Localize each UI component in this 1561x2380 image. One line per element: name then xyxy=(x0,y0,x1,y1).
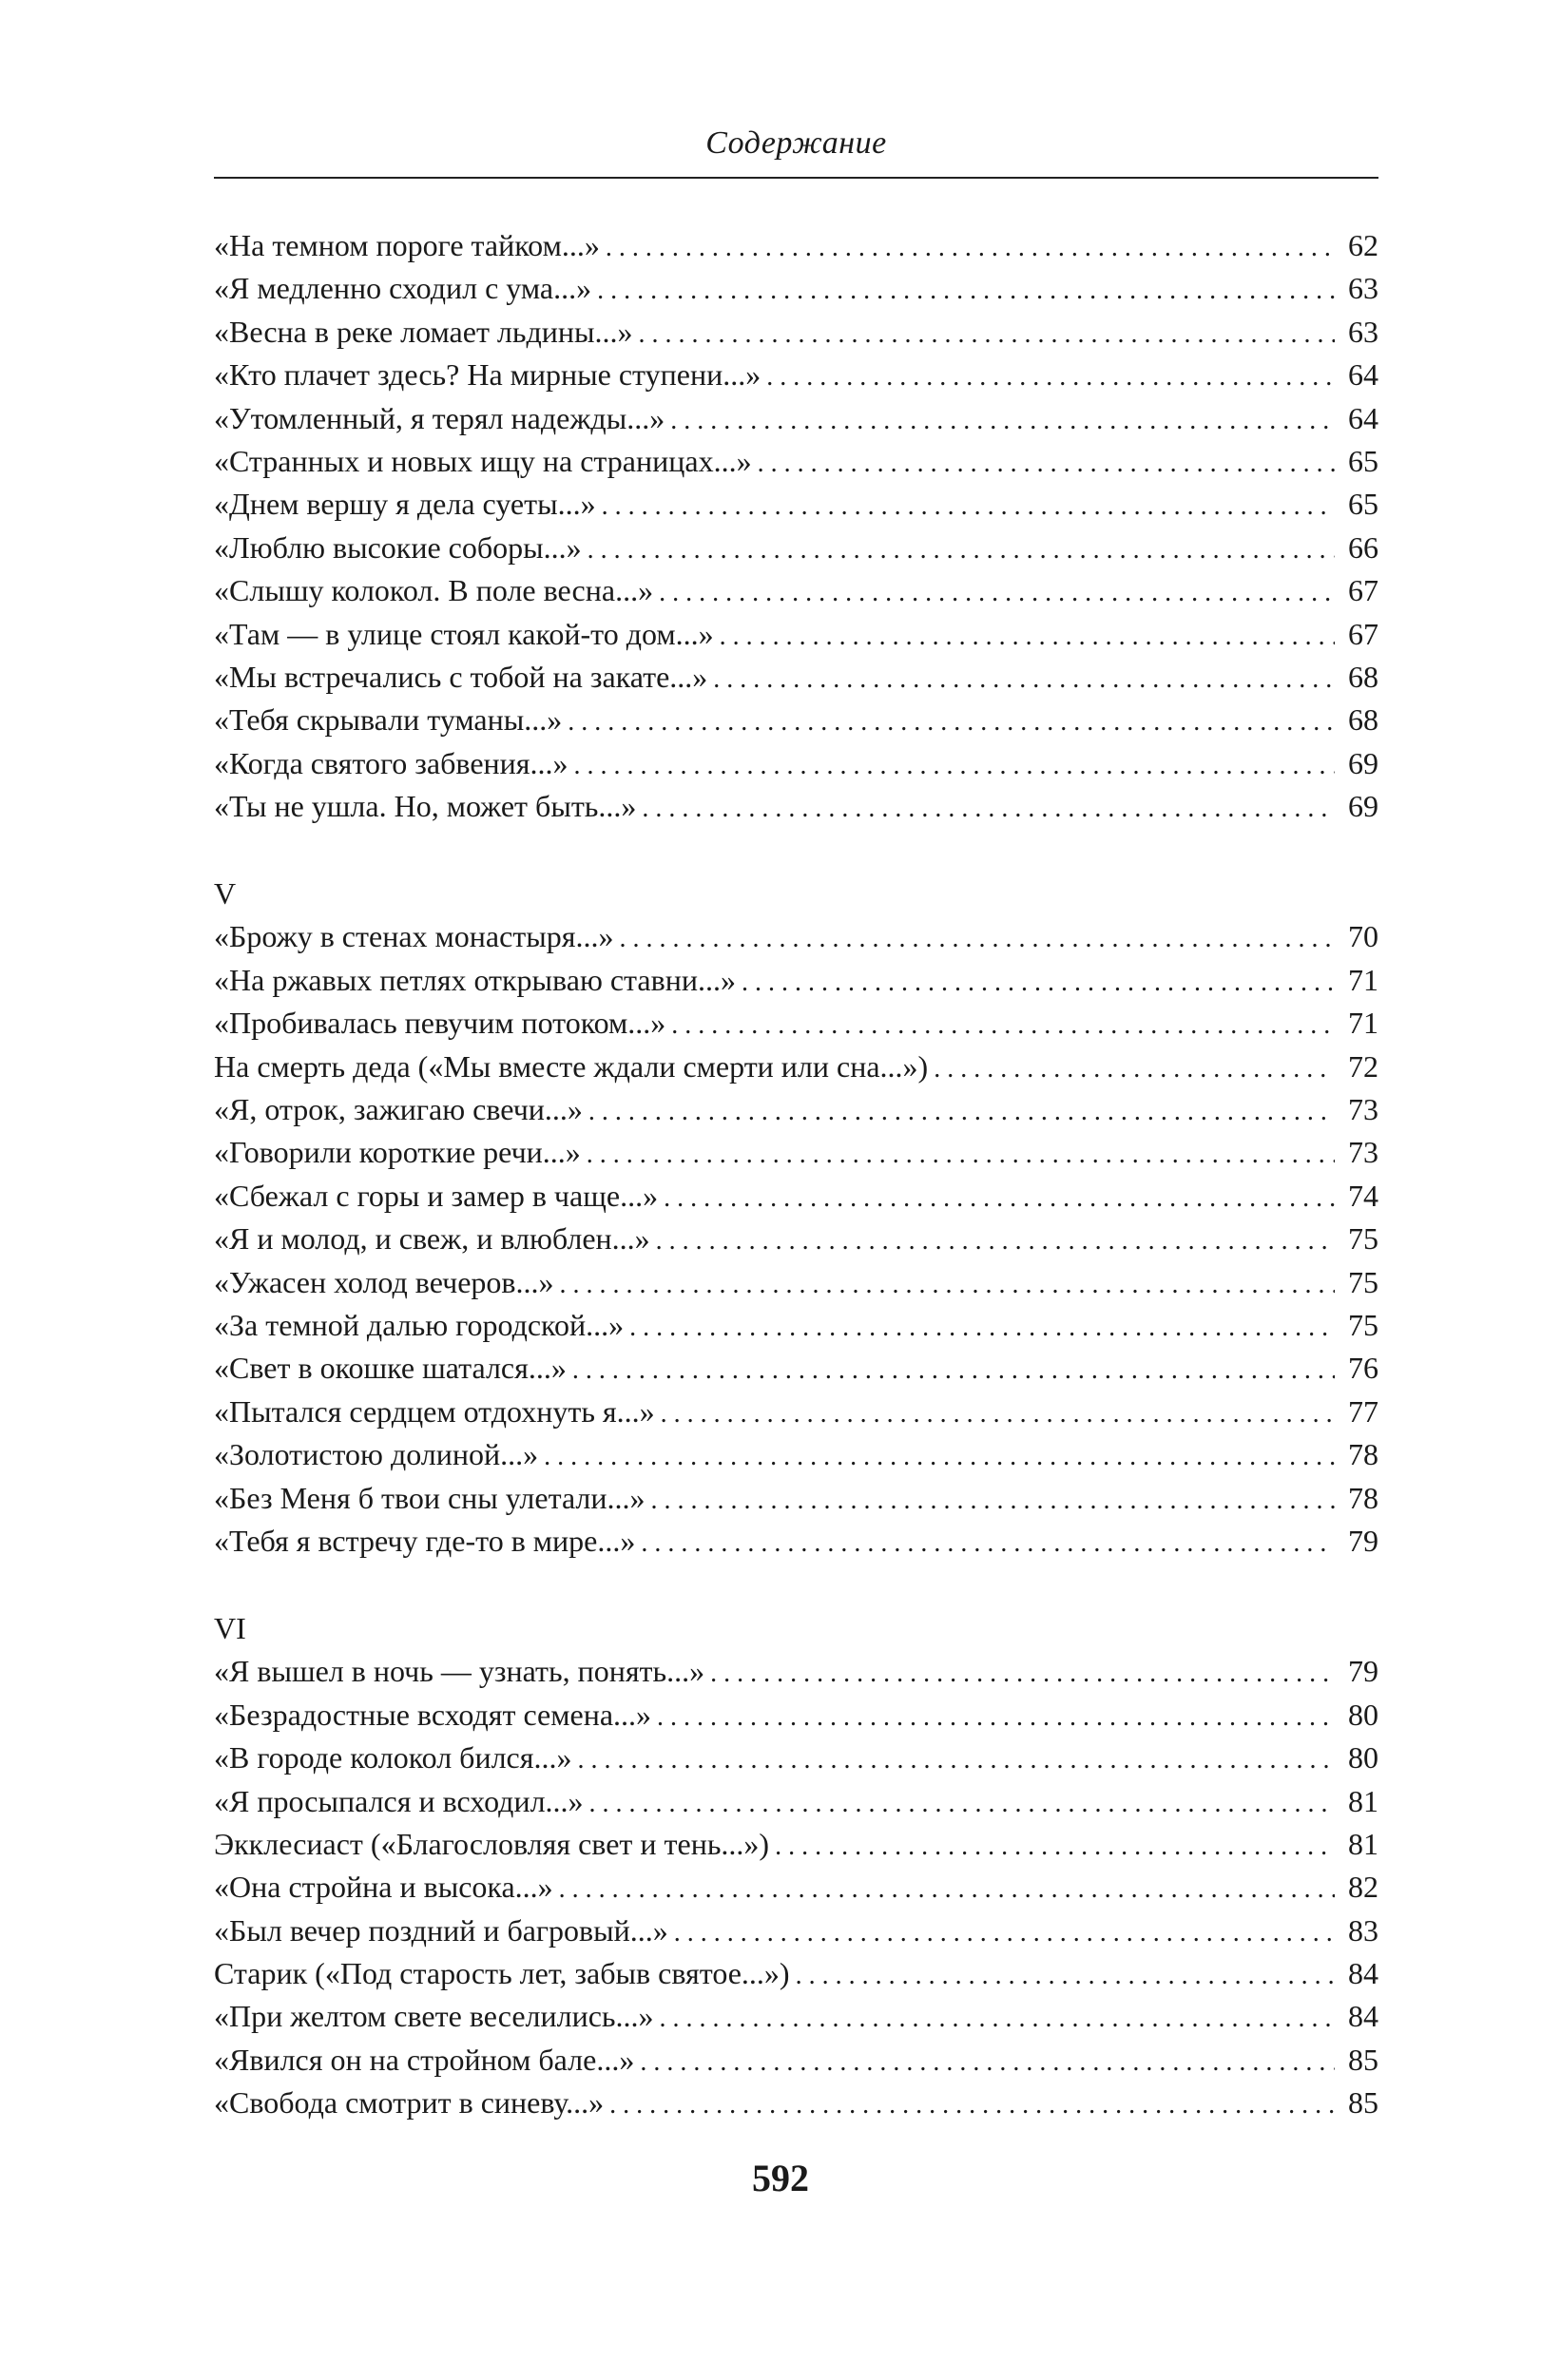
toc-entry xyxy=(214,1175,1378,1218)
toc-entry-page: 68 xyxy=(1348,659,1378,694)
toc-entry-title: «Я и молод, и свеж, и влюблен...» xyxy=(214,1221,650,1257)
section-gap xyxy=(214,1563,1378,1606)
toc-entry-page: 81 xyxy=(1348,1826,1378,1861)
toc-entry-page: 72 xyxy=(1348,1048,1378,1084)
toc-entry-title: «Она стройна и высока...» xyxy=(214,1870,553,1905)
toc-entry-page: 63 xyxy=(1348,271,1378,306)
toc-entry xyxy=(214,527,1378,569)
toc-entry xyxy=(214,1694,1378,1737)
dot-leader xyxy=(641,1520,1335,1564)
toc-entry-title: «За темной далью городской...» xyxy=(214,1307,625,1342)
toc-entry xyxy=(214,1002,1378,1045)
dot-leader xyxy=(629,1304,1335,1349)
dot-leader xyxy=(589,1780,1335,1825)
toc-entry-title: «Весна в реке ломает льдины...» xyxy=(214,314,633,349)
dot-leader xyxy=(796,1952,1335,1997)
toc-entry-title: «Я, отрок, зажигаю свечи...» xyxy=(214,1092,583,1127)
toc-entry-title: «На ржавых петлях открываю ставни...» xyxy=(214,962,736,997)
toc-entry xyxy=(214,1520,1378,1563)
toc-entry-title: «Свобода смотрит в синеву...» xyxy=(214,2085,605,2121)
toc-entry-title: «Когда святого забвения...» xyxy=(214,745,569,780)
dot-leader xyxy=(657,1694,1335,1738)
running-head: Содержание xyxy=(705,125,887,161)
toc-entry-title: «Был вечер поздний и багровый...» xyxy=(214,1912,668,1948)
toc-entry-title: «Золотистою долиной...» xyxy=(214,1437,539,1472)
dot-leader xyxy=(577,1737,1335,1781)
toc-entry-title: «Там — в улице стоял какой-то дом...» xyxy=(214,616,714,651)
toc-entry-title: «При желтом свете веселились...» xyxy=(214,1999,654,2034)
toc-entry xyxy=(214,569,1378,612)
toc-entry-page: 64 xyxy=(1348,400,1378,435)
toc-entry xyxy=(214,785,1378,828)
toc-entry xyxy=(214,1910,1378,1952)
header-rule xyxy=(214,177,1378,179)
toc-entry xyxy=(214,742,1378,785)
dot-leader xyxy=(606,224,1335,269)
toc-entry-page: 73 xyxy=(1348,1135,1378,1170)
toc-entry-title: «Я вышел в ночь — узнать, понять...» xyxy=(214,1654,705,1689)
dot-leader xyxy=(720,613,1335,658)
toc-entry xyxy=(214,354,1378,396)
toc-entry-page: 75 xyxy=(1348,1307,1378,1342)
toc-entry-page: 79 xyxy=(1348,1523,1378,1558)
dot-leader xyxy=(573,742,1335,787)
toc-entry xyxy=(214,267,1378,310)
toc-entry-page: 84 xyxy=(1348,1956,1378,1991)
dot-leader xyxy=(742,959,1335,1004)
toc-entry-title: «Ужасен холод вечеров...» xyxy=(214,1264,554,1299)
dot-leader xyxy=(597,267,1335,312)
toc-entry-page: 71 xyxy=(1348,962,1378,997)
toc-entry-title: «Брожу в стенах монастыря...» xyxy=(214,919,614,954)
toc-entry xyxy=(214,1737,1378,1779)
toc-entry-title: «Пытался сердцем отдохнуть я...» xyxy=(214,1393,655,1429)
toc-entry xyxy=(214,483,1378,526)
toc-entry-title: «Пробивалась певучим потоком...» xyxy=(214,1006,666,1041)
dot-leader xyxy=(544,1433,1335,1478)
toc-entry xyxy=(214,2039,1378,2082)
toc-entry-title: «Кто плачет здесь? На мирные ступени...» xyxy=(214,357,761,393)
dot-leader xyxy=(713,656,1335,701)
toc-entry-title: «Явился он на стройном бале...» xyxy=(214,2042,635,2077)
section-heading: V xyxy=(214,876,237,912)
toc-entry-title: «В городе колокол бился...» xyxy=(214,1740,572,1775)
toc-entry-page: 75 xyxy=(1348,1264,1378,1299)
toc-entry-page: 82 xyxy=(1348,1870,1378,1905)
toc-entry xyxy=(214,959,1378,1002)
toc-entry-page: 71 xyxy=(1348,1006,1378,1041)
dot-leader xyxy=(640,2039,1335,2083)
toc-entry-title: «Ты не ушла. Но, может быть...» xyxy=(214,789,637,824)
dot-leader xyxy=(660,1995,1335,2040)
dot-leader xyxy=(609,2082,1335,2126)
section-heading: VI xyxy=(214,1611,246,1646)
dot-leader xyxy=(671,1002,1335,1046)
dot-leader xyxy=(758,440,1335,485)
toc-entry xyxy=(214,1866,1378,1909)
toc-entry-title: На смерть деда («Мы вместе ждали смерти или сна...») xyxy=(214,1048,929,1084)
toc-entry xyxy=(214,397,1378,440)
toc-entry-page: 78 xyxy=(1348,1437,1378,1472)
toc-entry xyxy=(214,1218,1378,1260)
dot-leader xyxy=(642,785,1335,830)
toc-entry-title: «Тебя я встречу где-то в мире...» xyxy=(214,1523,636,1558)
toc-entry-title: «Слышу колокол. В поле весна...» xyxy=(214,573,654,608)
toc-entry xyxy=(214,1823,1378,1866)
dot-leader xyxy=(568,699,1335,743)
toc-entry xyxy=(214,1650,1378,1693)
toc-entry xyxy=(214,1261,1378,1304)
toc-entry xyxy=(214,440,1378,483)
toc-entry xyxy=(214,656,1378,699)
toc-entry xyxy=(214,1780,1378,1823)
toc-entry-page: 80 xyxy=(1348,1697,1378,1732)
toc-entry-title: «Без Меня б твои сны улетали...» xyxy=(214,1480,646,1515)
dot-leader xyxy=(560,1261,1336,1306)
toc-entry-page: 85 xyxy=(1348,2042,1378,2077)
toc-entry-page: 67 xyxy=(1348,573,1378,608)
toc-entry xyxy=(214,1088,1378,1131)
toc-entry-page: 74 xyxy=(1348,1178,1378,1213)
toc-entry xyxy=(214,1046,1378,1088)
toc-entry-page: 78 xyxy=(1348,1480,1378,1515)
toc-entry-page: 69 xyxy=(1348,745,1378,780)
toc-entry xyxy=(214,224,1378,267)
toc-entry xyxy=(214,1995,1378,2038)
toc-entry-page: 85 xyxy=(1348,2085,1378,2121)
dot-leader xyxy=(588,527,1335,571)
toc-entry-title: «Говорили короткие речи...» xyxy=(214,1135,581,1170)
toc-entry-title: «Утомленный, я терял надежды...» xyxy=(214,400,665,435)
dot-leader xyxy=(587,1131,1335,1176)
dot-leader xyxy=(620,915,1336,960)
toc-entry xyxy=(214,1433,1378,1476)
toc-entry xyxy=(214,1477,1378,1520)
toc-entry-page: 84 xyxy=(1348,1999,1378,2034)
toc-entry-title: «Я просыпался и всходил...» xyxy=(214,1783,584,1818)
dot-leader xyxy=(656,1218,1335,1262)
dot-leader xyxy=(934,1046,1335,1090)
toc-entry-page: 64 xyxy=(1348,357,1378,393)
toc-entry-title: «Днем вершу я дела суеты...» xyxy=(214,487,596,522)
toc-entry-page: 65 xyxy=(1348,443,1378,478)
toc-entry xyxy=(214,613,1378,656)
toc-entry xyxy=(214,699,1378,741)
toc-entry-title: «Свет в окошке шатался...» xyxy=(214,1351,567,1386)
dot-leader xyxy=(602,483,1335,528)
toc-entry-page: 63 xyxy=(1348,314,1378,349)
dot-leader xyxy=(559,1866,1335,1910)
toc-entry-title: «Люблю высокие соборы...» xyxy=(214,529,582,565)
toc-entry-page: 77 xyxy=(1348,1393,1378,1429)
toc-entry-page: 62 xyxy=(1348,228,1378,262)
toc-entry xyxy=(214,1131,1378,1174)
dot-leader xyxy=(572,1347,1335,1392)
toc-entry-page: 83 xyxy=(1348,1912,1378,1948)
toc-entry-title: «На темном пороге тайком...» xyxy=(214,228,600,262)
toc-entry xyxy=(214,2082,1378,2124)
dot-leader xyxy=(661,1391,1335,1435)
toc-entry-title: «Безрадостные всходят семена...» xyxy=(214,1697,652,1732)
toc-entry-page: 69 xyxy=(1348,789,1378,824)
toc-entry-title: «Странных и новых ищу на страницах...» xyxy=(214,443,752,478)
dot-leader xyxy=(588,1088,1335,1133)
toc-entry xyxy=(214,915,1378,958)
toc-entry-page: 70 xyxy=(1348,919,1378,954)
dot-leader xyxy=(710,1650,1335,1695)
toc-entry-page: 79 xyxy=(1348,1654,1378,1689)
page-number: 592 xyxy=(752,2157,809,2199)
toc-entry-page: 73 xyxy=(1348,1092,1378,1127)
toc-entry xyxy=(214,1952,1378,1995)
dot-leader xyxy=(639,311,1335,355)
toc-entry-page: 80 xyxy=(1348,1740,1378,1775)
table-of-contents xyxy=(214,224,1378,2125)
toc-entry-page: 76 xyxy=(1348,1351,1378,1386)
toc-entry-page: 65 xyxy=(1348,487,1378,522)
dot-leader xyxy=(659,569,1335,614)
toc-entry-page: 66 xyxy=(1348,529,1378,565)
dot-leader xyxy=(670,397,1335,442)
toc-entry-title: Экклесиаст («Благословляя свет и тень...») xyxy=(214,1826,770,1861)
toc-entry xyxy=(214,1304,1378,1347)
toc-entry-title: «Сбежал с горы и замер в чаще...» xyxy=(214,1178,659,1213)
dot-leader xyxy=(766,354,1335,398)
dot-leader xyxy=(664,1175,1335,1219)
toc-entry xyxy=(214,311,1378,354)
dot-leader xyxy=(775,1823,1335,1868)
toc-entry xyxy=(214,1347,1378,1390)
toc-entry-page: 75 xyxy=(1348,1221,1378,1257)
toc-entry-title: «Тебя скрывали туманы...» xyxy=(214,702,563,738)
section-gap xyxy=(214,828,1378,872)
dot-leader xyxy=(674,1910,1335,1954)
toc-entry-page: 81 xyxy=(1348,1783,1378,1818)
toc-entry-page: 67 xyxy=(1348,616,1378,651)
toc-entry xyxy=(214,1391,1378,1433)
toc-entry-title: Старик («Под старость лет, забыв святое...») xyxy=(214,1956,790,1991)
toc-entry-title: «Я медленно сходил с ума...» xyxy=(214,271,592,306)
dot-leader xyxy=(651,1477,1335,1522)
toc-entry-title: «Мы встречались с тобой на закате...» xyxy=(214,659,708,694)
toc-entry-page: 68 xyxy=(1348,702,1378,738)
